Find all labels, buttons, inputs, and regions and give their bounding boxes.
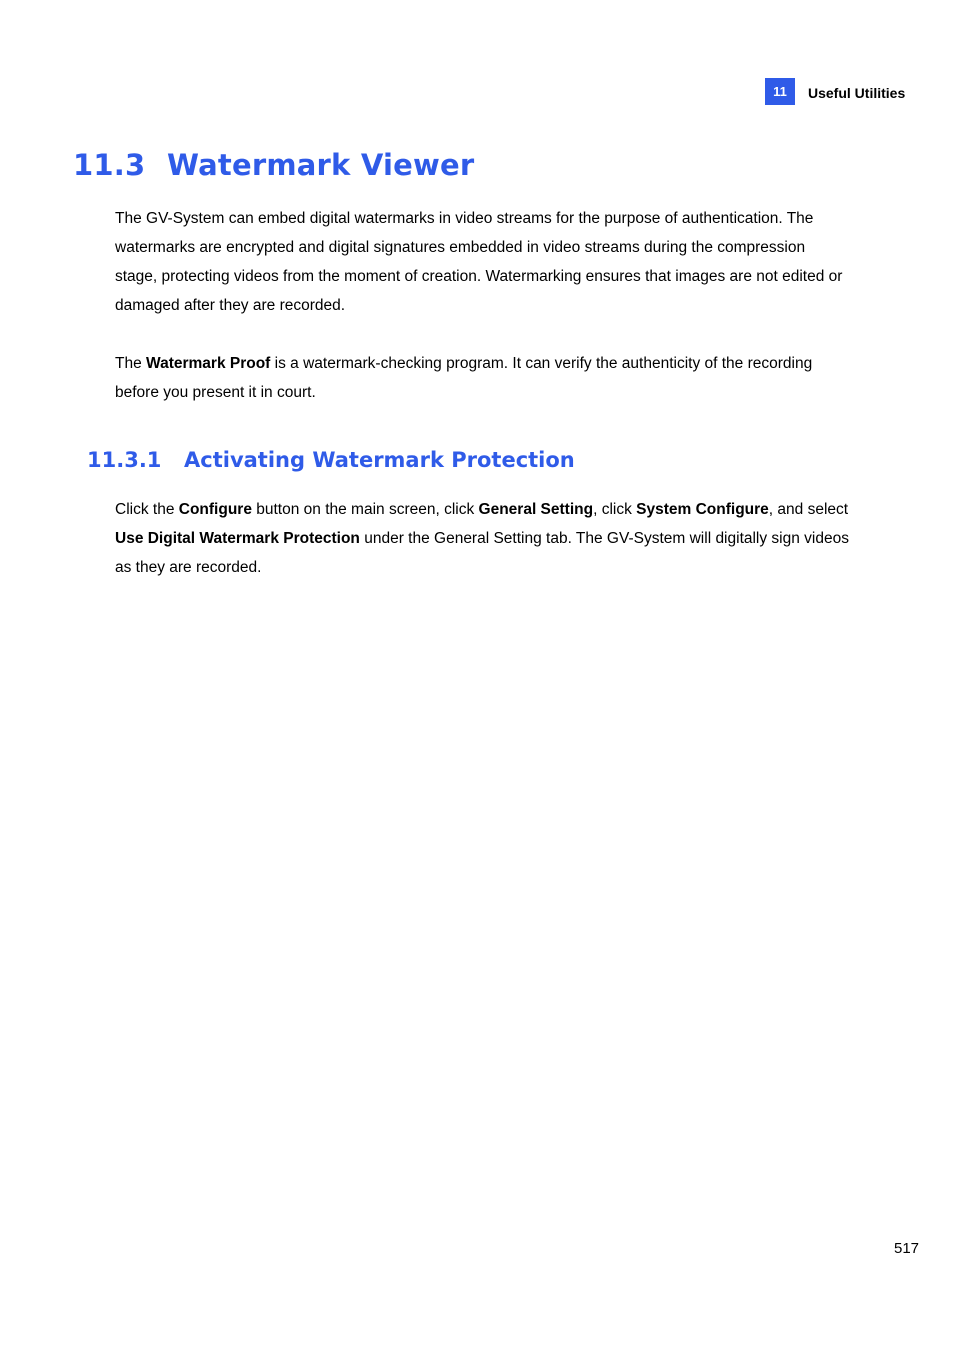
intro-paragraph: The GV-System can embed digital watermarks in video streams for the purpose of authentication. The watermarks are encrypted and digital signatures embedded in video streams during the compression stage, protecting videos from the moment of creation. Watermarking ensures that images are not edited or damaged after they are recorded. (115, 210, 843, 314)
bold-term-watermark-proof: Watermark Proof (146, 355, 271, 372)
text-run: The (115, 355, 147, 372)
section-title: Watermark Viewer (167, 148, 475, 182)
subsection-number: 11.3.1 (87, 448, 162, 472)
page-number: 517 (894, 1240, 920, 1257)
activation-paragraph (115, 495, 850, 582)
subsection-title: Activating Watermark Protection (184, 448, 575, 472)
text-run: , click (593, 501, 637, 518)
text-run: is a watermark-checking program. It can verify the authenticity of the recording before you present it in court. (115, 355, 813, 401)
watermark-proof-paragraph (115, 349, 850, 407)
bold-term-configure: Configure (178, 501, 252, 518)
chapter-number-badge: 11 (765, 78, 795, 105)
text-run: under the General Setting tab. The GV-System will digitally sign videos as they are recorded. (115, 530, 849, 576)
text-run: , and select (768, 501, 849, 518)
text-run: button on the main screen, click (251, 501, 479, 518)
bold-term-system-configure: System Configure (636, 501, 769, 518)
section-heading (73, 148, 474, 182)
bold-term-use-digital-watermark-protection: Use Digital Watermark Protection (115, 530, 360, 547)
chapter-title: Useful Utilities (808, 85, 906, 101)
section-number: 11.3 (73, 148, 146, 182)
bold-term-general-setting: General Setting (478, 501, 594, 518)
text-run: Click the (115, 501, 179, 518)
subsection-heading (87, 448, 575, 472)
